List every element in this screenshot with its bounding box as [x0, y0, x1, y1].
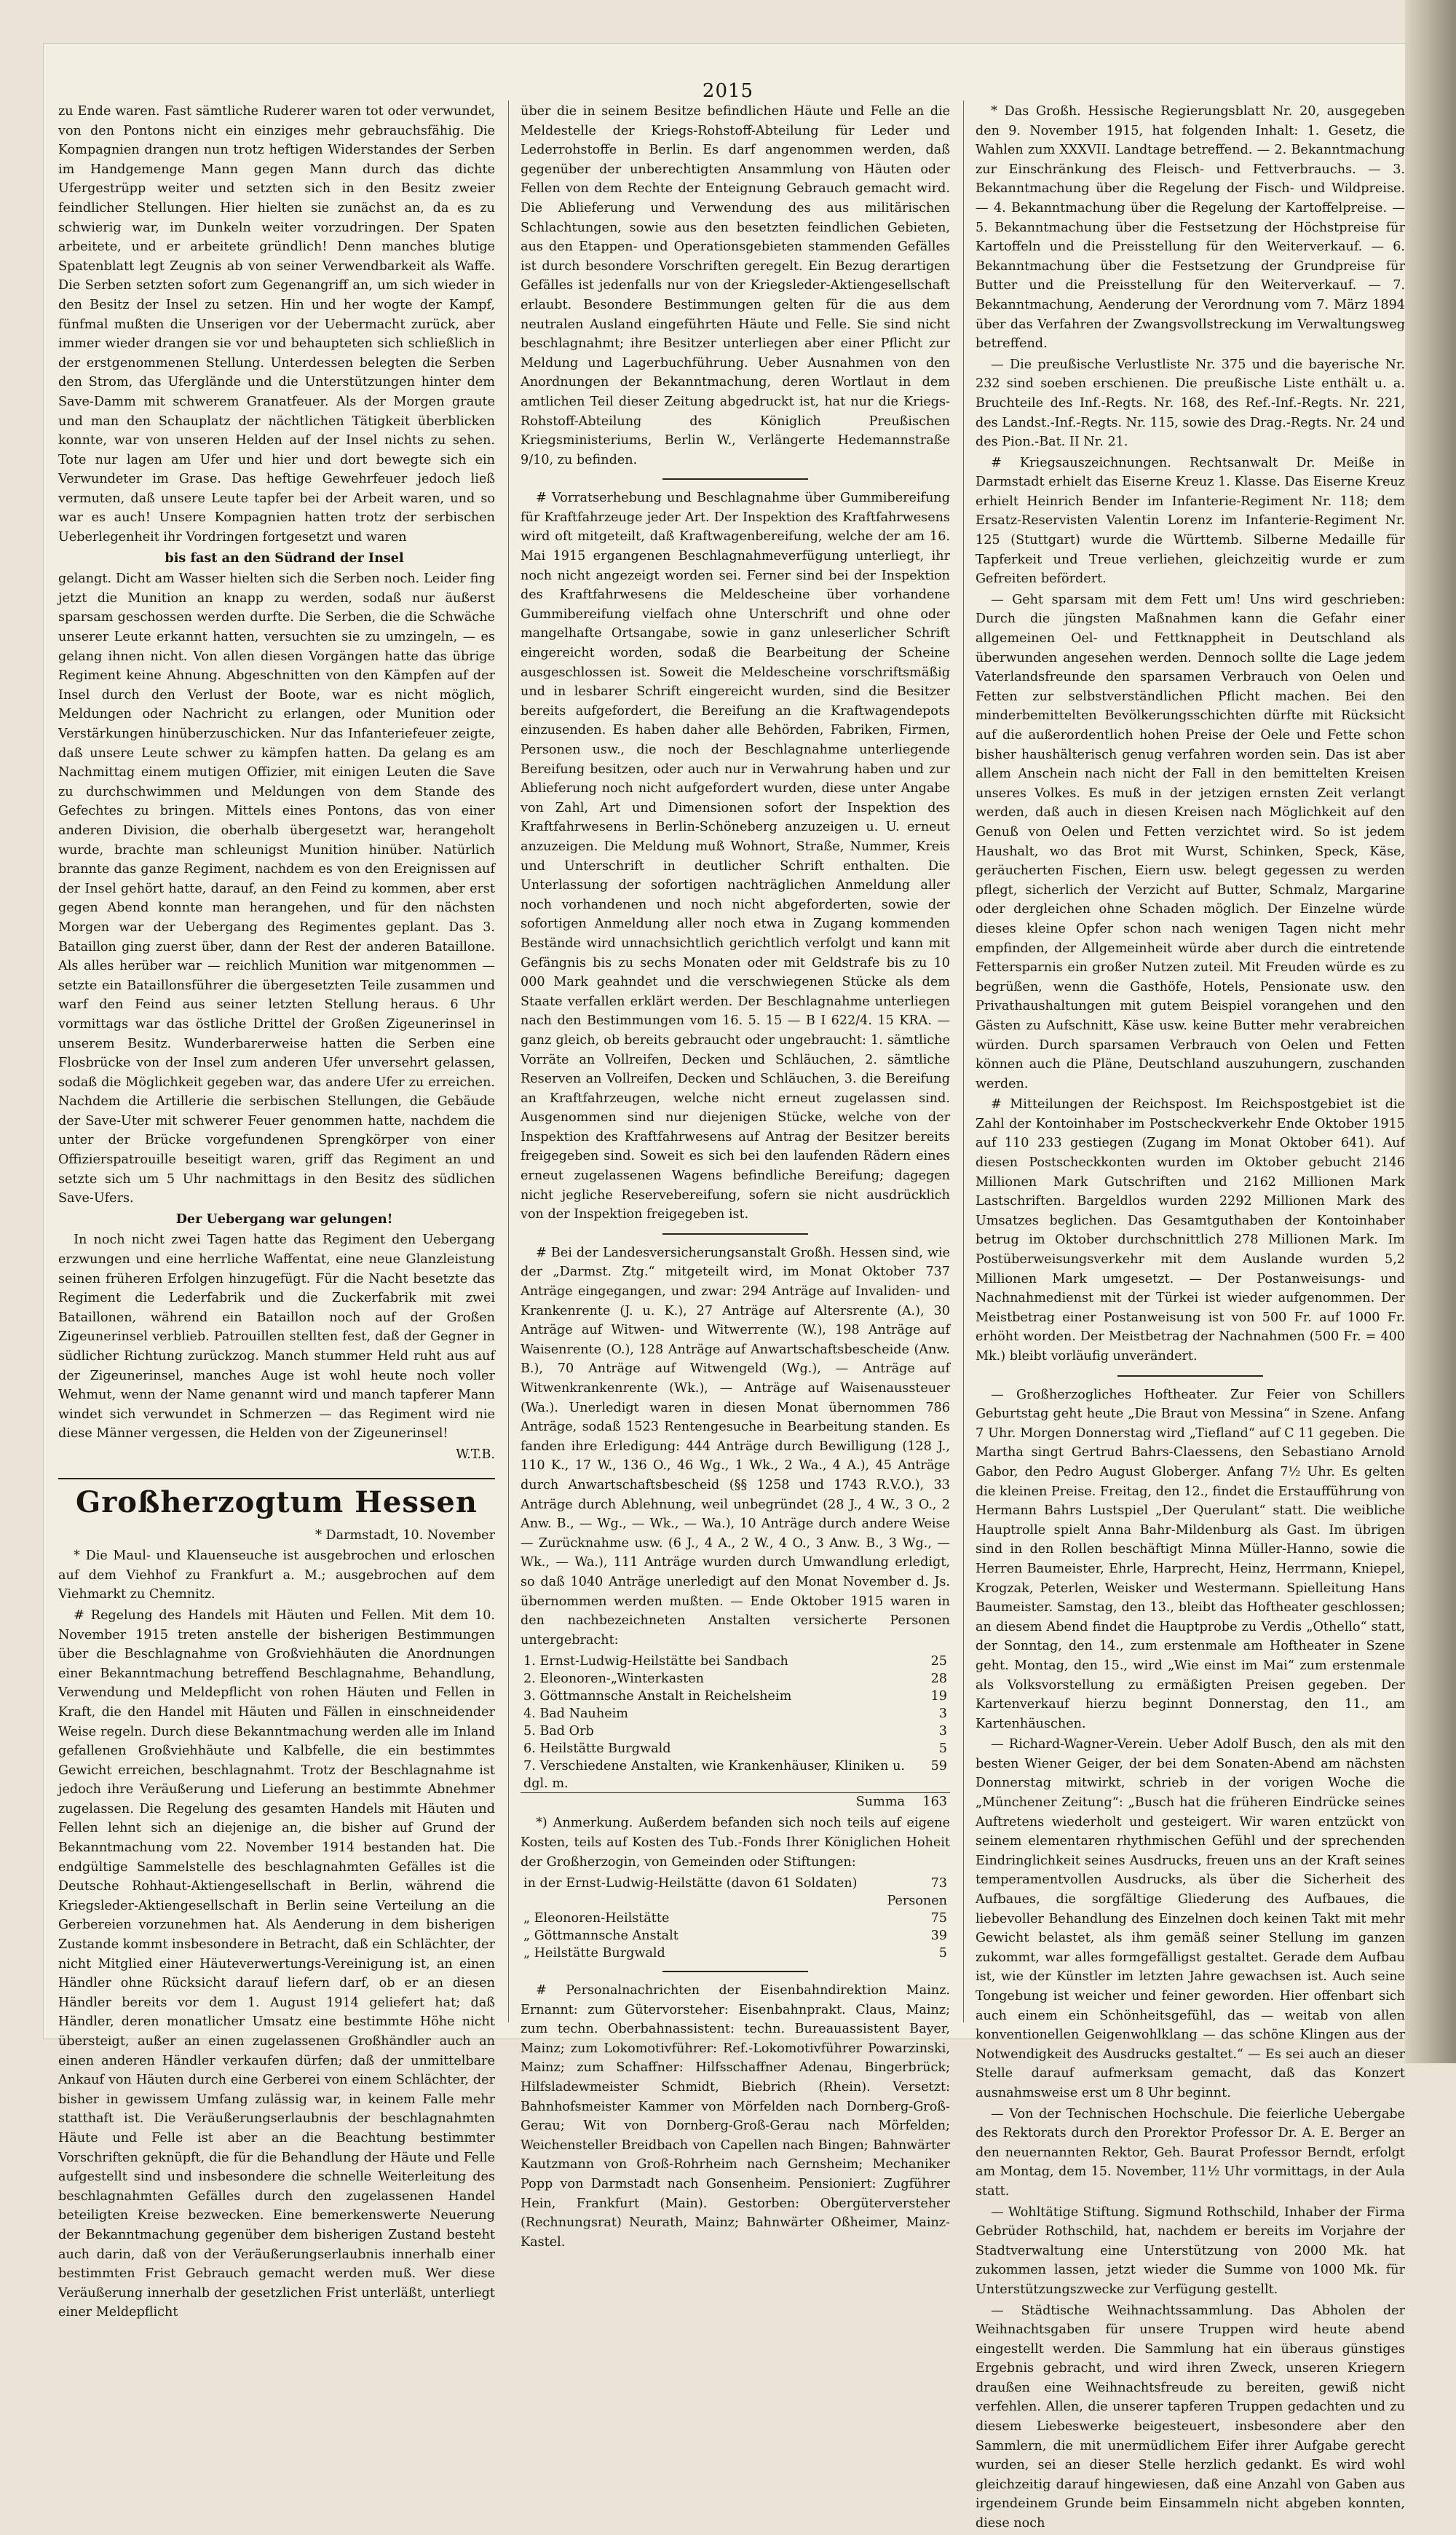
table-cell-value: 28: [930, 1672, 947, 1687]
table-row: [521, 1670, 950, 1688]
news-item: * Das Großh. Hessische Regierungsblatt Nr. 20, ausgegeben den 9. November 1915, hat folgenden Inhalt: 1. Gesetz, die Wahlen zum XXXVII. Landtage betreffend. — 2. Bekanntmachung zur Einschränkung des Fleisch- und Fettverbrauchs. — 3. Bekanntmachung über die Regelung der Fisch- und Wildpreise. — 4. Bekanntmachung über die Regelung der Kartoffelpreise. — 5. Bekanntmachung über die Festsetzung der Höchstpreise für Kartoffeln und die Preisstellung für den Weiterverkauf. — 6. Bekanntmachung über die Festsetzung der Grundpreise für Butter und die Preisstellung für den Weiterverkauf. — 7. Bekanntmachung, Aenderung der Verordnung vom 7. März 1894 über das Verfahren der Zwangsvollstreckung im Verwaltungsweg betreffend.: [976, 104, 1405, 352]
table-cell-label: „ Göttmannsche Anstalt: [523, 1929, 678, 1944]
article-paragraph: über die in seinem Besitze befindlichen Häute und Felle an die Meldestelle der Kriegs-Rohstoff-Abteilung für Leder und Lederrohstoffe in Berlin. Es darf angenommen werden, daß gegenüber der unberechtigten Ansammlung von Häuten oder Fellen von dem Rechte der Enteignung Gebrauch gemacht wird. Die Ablieferung und Verwendung des aus militärischen Schlachtungen, sowie aus den besetzten feindlichen Gebieten, aus den Etappen- und Operationsgebieten stammenden Gefälles ist durch besondere Vorschriften geregelt. Ein Bezug derartigen Gefälles ist jedenfalls nur von der Kriegsleder-Aktiengesellschaft erlaubt. Besondere Bestimmungen gelten für die aus dem neutralen Ausland eingeführten Häute und Felle. Sie sind nicht beschlagnahmt; ihre Besitzer unterliegen aber einer Pflicht zur Meldung und Lagerbuchführung. Ueber Ausnahmen von den Anordnungen der Bekanntmachung, deren Wortlaut in dem amtlichen Teil dieser Zeitung abgedruckt ist, hat nur die Kriegs-Rohstoff-Abteilung des Königlich Preußischen Kriegsministeriums, Berlin W., Verlängerte Hedemannstraße 9/10, zu befinden.: [521, 104, 950, 467]
page-number: 2015: [702, 80, 754, 102]
table-cell-value: 25: [930, 1654, 947, 1669]
table-cell-label: 1. Ernst-Ludwig-Heilstätte bei Sandbach: [523, 1654, 788, 1669]
page-binding-edge: [1405, 0, 1456, 2063]
table-row: [521, 1740, 950, 1757]
table-row: [521, 1927, 950, 1945]
column-middle: [521, 102, 950, 2253]
dateline: * Darmstadt, 10. November: [315, 1527, 495, 1543]
item-separator: [662, 1971, 808, 1972]
institutions-table: [521, 1653, 950, 1811]
table-cell-value: 73 Personen: [887, 1876, 948, 1909]
table-row: [521, 1705, 950, 1723]
news-item: — Geht sparsam mit dem Fett um! Uns wird geschrieben: Durch die jüngsten Maßnahmen kann die Gefahr einer allgemeinen Oel- und Fettknappheit in Deutschland als überwunden angesehen werden. Dennoch sollte die Lage jedem Vaterlandsfreunde den sparsamen Verbrauch von Oelen und Fetten zur selbstverständlichen Pflicht machen. Bei den minderbemittelten Bevölkerungsschichten dürfte mit Rücksicht auf die außerordentlich hohen Preise der Oele und Fette schon bisher haushälterisch genug verfahren worden sein. Das ist aber allem Anschein nach nicht der Fall in den bemittelten Kreisen unseres Volkes. Es muß in der jetzigen ernsten Zeit verlangt werden, daß auch in diesen Kreisen nach Möglichkeit auf den Genuß von Oelen und Fetten verzichtet wird. So ist jedem Haushalt, wo das Brot mit Wurst, Schinken, Speck, Käse, geräucherten Fischen, Eiern usw. belegt gegessen zu werden pflegt, sicherlich der Verzicht auf Butter, Schmalz, Margarine oder dergleichen ohne Schaden möglich. Der Einzelne würde dieses kleine Opfer schon nach wenigen Tagen nicht mehr empfinden, der Allgemeinheit würde aber durch die eintretende Fettersparnis ein großer Nutzen zuteil. Mit Freuden würde es zu begrüßen, wenn die Gasthöfe, Hotels, Pensionate usw. den Privathaushaltungen mit gutem Beispiel vorangehen und den Gästen zu Aufschnitt, Käse usw. keine Butter mehr verabreichen würden. Durch sparsamen Verbrauch von Oelen und Fetten können auch die Pläne, Deutschland auszuhungern, zuschanden werden.: [976, 592, 1405, 1091]
article-subheading: Der Uebergang war gelungen!: [175, 1211, 393, 1227]
table-row: [521, 1875, 950, 1910]
table-row: [521, 1723, 950, 1740]
table-cell-value: 5: [938, 1741, 947, 1757]
article-paragraph: zu Ende waren. Fast sämtliche Ruderer waren tot oder verwundet, von den Pontons nicht ein einziges mehr gebrauchsfähig. Die Kompagnien drangen nun trotz heftigen Widerstandes der Serben im Handgemenge Mann gegen Mann durch das dichte Ufergestrüpp weiter und setzten sich in den Besitz zweier feindlicher Stellungen. Hier hielten sie zunächst an, da es zu schwierig war, im Dunkeln weiter vorzudringen. Der Spaten arbeitete, und er arbeitete gründlich! Denn manches blutige Spatenblatt legt Zeugnis ab von seiner Verwendbarkeit als Waffe. Die Serben setzten sofort zum Gegenangriff an, um sich wieder in den Besitz der Insel zu setzen. Hin und her wogte der Kampf, fünfmal mußten die Unserigen vor der Uebermacht zurück, aber immer wieder drangen sie vor und behaupteten sich schließlich in der erstgenommenen Stellung. Unterdessen belegten die Serben den Strom, das Uferglände und die Unterstützungen hinter dem Save-Damm mit schwerem Granatfeuer. Als der Morgen graute und man den Schauplatz der nächtlichen Tätigkeit überblicken konnte, war von unseren Helden auf der Insel nichts zu sehen. Tote nur lagen am Ufer und hier und dort bewegte sich ein Verwundeter im Grase. Das heftige Gewehrfeuer jedoch ließ vermuten, daß unsere Leute tapfer bei der Arbeit waren, und so war es auch! Unsere Kompagnien hatten trotz der serbischen Ueberlegenheit ihr Vordringen fortgesetzt und waren: [58, 104, 495, 545]
table-row: [521, 1757, 950, 1793]
table-cell-label: 4. Bad Nauheim: [523, 1707, 628, 1722]
table-cell-value: 75: [930, 1911, 947, 1926]
news-item: — Wohltätige Stiftung. Sigmund Rothschild, Inhaber der Firma Gebrüder Rothschild, hat, nachdem er bereits im Vorjahre der Stadtverwaltung eine Unterstützung von 2000 Mk. hat zukommen lassen, jetzt wieder die Summe von 1000 Mk. für Unterstützungszwecke zur Verfügung gestellt.: [976, 2204, 1405, 2297]
table-row: [521, 1653, 950, 1670]
news-item: # Personalnachrichten der Eisenbahndirektion Mainz. Ernannt: zum Gütervorsteher: Eisenbahnprakt. Claus, Mainz; zum techn. Oberbahnassistent: techn. Bureauassistent Bayer, Mainz; zum Lokomotivführer: Ref.-Lokomotivführer Powarzinski, Mainz; zum Schaffner: Hilfsschaffner Adenau, Bingerbrück; Hilfsladewmeister Schmidt, Biebrich (Rhein). Versetzt: Bahnhofsmeister Kammer von Mörfelden nach Dornberg-Groß-Gerau; Wit von Dornberg-Groß-Gerau nach Mörfelden; Weichensteller Breidbach von Capellen nach Bingen; Bahnwärter Kautzmann von Groß-Rohrheim nach Gernsheim; Mechaniker Popp von Darmstadt nach Gonsenheim. Pensioniert: Zugführer Hein, Frankfurt (Main). Gestorben: Obergüterversteher (Rechnungsrat) Neurath, Mainz; Bahnwärter Oßheimer, Mainz-Kastel.: [521, 1983, 950, 2250]
news-item: — Richard-Wagner-Verein. Ueber Adolf Busch, den als mit den besten Wiener Geiger, der bei dem Sonaten-Abend am nächsten Donnerstag mitwirkt, schrieb in der vorigen Woche die „Münchener Zeitung“: „Busch hat die früheren Eindrücke seines Auftretens wiederholt und gesteigert. Wir waren entzückt von seinem elementaren rhythmischen Gefühl und der sprechenden Eindringlichkeit seines Ausdrucks, freuen uns an der Kraft seines temperamentvollen Ausdrucks, als über die Sicherheit des Aufbaues, die sorgfältige Gliederung des Aufbaues, die liebevoller Behandlung des Einzelnen doch keinen Takt mit mehr Gewicht belastet, als ihm gemäß seiner Stellung im ganzen zukommt, war alles formgefälligst gestaltet. Gerade dem Aufbau ist, wie der Künstler im letzten Jahre gewachsen ist. Auch seine Tongebung ist weicher und feiner geworden. Hier offenbart sich auch einem ein Schönheitsgefühl, das — weitab von allen konventionellen Geigenwohlklang — das schöne Klingen aus der Notwendigkeit des Ausdrucks gestaltet.“ — Es sei auch an dieser Stelle darauf aufmerksam gemacht, daß das Konzert ausnahmsweise erst um 8 Uhr beginnt.: [976, 1737, 1405, 2100]
table-cell-label: „ Eleonoren-Heilstätte: [523, 1911, 670, 1926]
news-item: # Regelung des Handels mit Häuten und Fellen. Mit dem 10. November 1915 treten anstelle der bisherigen Bestimmungen über die Beschlagnahme von Großviehhäuten die Anordnungen einer Bekanntmachung betreffend Beschlagnahme, Behandlung, Verwendung und Meldepflicht von rohen Häuten und Fellen in Kraft, die den Handel mit Häuten und Fällen in einschneidender Weise regeln. Durch diese Bekanntmachung werden alle im Inland gefallenen Großviehhäute und Kalbfelle, die ein bestimmtes Gewicht erreichen, beschlagnahmt. Trotz der Beschlagnahme ist jedoch ihre Veräußerung und Lieferung an bestimmte Abnehmer zugelassen. Die Regelung des gesamten Handels mit Häuten und Fellen lehnt sich an diejenige an, die bisher auf Grund der Bekanntmachung vom 22. November 1914 bestanden hat. Die endgültige Sammelstelle des beschlagnahmten Gefälles ist die Deutsche Rohhaut-Aktiengesellschaft in Berlin, während die Kriegsleder-Aktiengesellschaft in Berlin seine Verteilung an die Gerbereien vorzunehmen hat. Als Aenderung in dem bisherigen Zustande kommt insbesondere in Betracht, daß ein Schlächter, der nicht Mitglied einer Häuteverwertungs-Vereinigung ist, an einen Händler ohne Rücksicht darauf liefern darf, ob er an diesen Händler bereits vor dem 1. August 1914 geliefert hat; daß Händler, deren monatlicher Umsatz eine bestimmte Höhe nicht übersteigt, außer an einen zugelassenen Großhändler auch an einen anderen Händler verkaufen dürfen; daß der unmittelbare Ankauf von Häuten durch eine Gerberei von einem Schlächter, der bisher in gewissem Umfang zulässig war, in keinem Falle mehr statthaft ist. Die Veräußerungserlaubnis der beschlagnahmten Häute und Felle ist aber an die Beachtung bestimmter Vorschriften geknüpft, die für die Behandlung der Häute und Felle aufgestellt sind und insbesondere die schnelle Weiterleitung des beschlagnahmten Gefälles durch den zugelassenen Handel beteiligten Kreise bezwecken. Eine bemerkenswerte Neuerung der Bekanntmachung gegenüber dem bisherigen Zustand besteht auch darin, daß von der Veräußerungserlaubnis innerhalb einer bestimmten Frist Gebrauch gemacht werden muß. Wer diese Veräußerung innerhalb der gesetzlichen Frist unterläßt, unterliegt einer Meldepflicht: [58, 1607, 495, 2320]
table-cell-value: 19: [930, 1689, 947, 1704]
table-cell-value: 3: [938, 1707, 947, 1722]
column-right: [976, 102, 1405, 2535]
item-separator: [662, 478, 808, 480]
news-item: # Kriegsauszeichnungen. Rechtsanwalt Dr. Meiße in Darmstadt erhielt das Eiserne Kreuz 1. Klasse. Das Eiserne Kreuz erhielt Heinrich Bender im Infanterie-Regiment Nr. 118; dem Ersatz-Reservisten Valentin Lorenz im Infanterie-Regiment Nr. 125 (Stuttgart) wurde die Württemb. Silberne Medaille für Tapferkeit und Treue verliehen, gleichzeitig wurde er zum Gefreiten befördert.: [976, 455, 1405, 587]
item-separator: [662, 1233, 808, 1235]
item-separator: [1117, 1375, 1263, 1377]
table-sum-label: Summa: [521, 1793, 908, 1811]
table-row: [521, 1688, 950, 1705]
news-item: *) Anmerkung. Außerdem befanden sich noch teils auf eigene Kosten, teils auf Kosten des Tub.-Fonds Ihrer Königlichen Hoheit der Großherzogin, von Gemeinden oder Stiftungen:: [521, 1816, 950, 1870]
news-item: — Großherzogliches Hoftheater. Zur Feier von Schillers Geburtstag geht heute „Die Braut von Messina“ in Szene. Anfang 7 Uhr. Morgen Donnerstag wird „Tiefland“ auf C 11 gegeben. Die Martha singt Gertrud Bahrs-Claessens, den Sebastiano Arnold Gabor, den Pedro August Globerger. Anfang 7½ Uhr. Es gelten die kleinen Preise. Freitag, den 12., findet die Erstaufführung von Hermann Bahrs Lustspiel „Der Querulant“ statt. Die weibliche Hauptrolle spielt Anna Bahr-Mildenburg als Gast. Im übrigen sind in den Rollen beschäftigt Minna Müller-Hanno, sowie die Herren Baumeister, Ehrle, Harprecht, Heinz, Herrmann, Kniepel, Krogzak, Peterlen, Weisker und Westermann. Spielleitung Hans Baumeister. Samstag, den 13., bleibt das Hoftheater geschlossen; an diesem Abend findet die Hauptprobe zu Verdis „Othello“ statt, der Sonntag, den 14., zum erstenmale am Hoftheater in Szene geht. Montag, den 15., wird „Wie einst im Mai“ zum erstenmale als Volksvorstellung zu ermäßigten Preisen gegeben. Der Kartenverkauf hierzu beginnt Donnerstag, den 11., am Kartenhäuschen.: [976, 1387, 1405, 1731]
news-item: * Die Maul- und Klauenseuche ist ausgebrochen und erloschen auf dem Viehhof zu Frankfurt a. M.; ausgebrochen auf dem Viehmarkt zu Chemnitz.: [58, 1549, 495, 1602]
table-cell-label: „ Heilstätte Burgwald: [523, 1946, 665, 1961]
article-paragraph: gelangt. Dicht am Wasser hielten sich die Serben noch. Leider fing jetzt die Munition an knapp zu werden, sodaß nur äußerst sparsam geschossen werden durfte. Die Serben, die die Schwäche unserer Leute erkannt hatten, versuchten sie zu umzingeln, — es gelang ihnen nicht. Von allen diesen Vorgängen hatte das übrige Regiment keine Ahnung. Abgeschnitten von den Kämpfen auf der Insel durch den Verlust der Boote, war es nicht möglich, Meldungen oder Nachricht zu erlangen, oder Munition oder Verstärkungen hinüberzuschicken. Nur das Infanteriefeuer zeigte, daß unsere Leute schwer zu kämpfen hatten. Da gelang es am Nachmittag einem mutigen Offizier, mit einigen Leuten die Save zu durchschwimmen und Meldungen von dem Stande des Gefechtes zu bringen. Mittels eines Pontons, das von einer anderen Division, die oberhalb übergesetzt war, herangeholt wurde, brachte man schleunigst Munition hinüber. Natürlich brannte das ganze Regiment, nachdem es von den Ereignissen auf der Insel gehört hatte, darauf, an den Feind zu kommen, aber erst gegen Abend konnte man herangehen, und für den nächsten Morgen war der Uebergang des Regimentes geplant. Das 3. Bataillon ging zuerst über, dann der Rest der anderen Bataillone. Als alles herüber war — reichlich Munition war mitgenommen — setzte ein Bataillonsführer die übergesetzten Teile zusammen und warf den Feind aus seiner letzten Stellung heraus. 6 Uhr vormittags war das östliche Drittel der Großen Zigeunerinsel in unserem Besitz. Wunderbarerweise hatten die Serben eine Flosbrücke von der Insel zum anderen Ufer unversehrt gelassen, sodaß die Möglichkeit gegeben war, das andere Ufer zu erreichen. Nachdem die Artillerie die serbischen Stellungen, die Gebäude der Save-Uter mit schwerer Feuer genommen hatte, nachdem die unter der Brücke vorgefundenen Sprengkörper von einer Offizierspatrouille beseitigt waren, griff das Regiment an und setzte sich um 5 Uhr nachmittags in den Besitz des südlichen Save-Ufers.: [58, 572, 495, 1206]
section-title: Großherzogtum Hessen: [58, 1478, 495, 1520]
news-item: # Mitteilungen der Reichspost. Im Reichspostgebiet ist die Zahl der Kontoinhaber im Postscheckverkehr Ende Oktober 1915 auf 110 233 gestiegen (Zugang im Monat Oktober 641). Auf diesen Postscheckkonten wurden im Oktober gebucht 2146 Millionen Mark Gutschriften und 2162 Millionen Mark Lastschriften. Bargeldlos wurden 2292 Millionen Mark des Umsatzes beglichen. Das Gesamtguthaben der Kontoinhaber betrug im Oktober durchschnittlich 278 Millionen Mark. Im Postüberweisungsverkehr mit dem Auslande wurden 5,2 Millionen Mark umgesetzt. — Der Postanweisungs- und Nachnahmedienst mit der Türkei ist wieder aufgenommen. Der Meistbetrag einer Postanweisung ist von 500 Fr. auf 1000 Fr. erhöht worden. Der Meistbetrag der Nachnahmen (500 Fr. = 400 Mk.) bleibt vorläufig unverändert.: [976, 1097, 1405, 1364]
news-item: # Vorratserhebung und Beschlagnahme über Gummibereifung für Kraftfahrzeuge jeder Art. Der Inspektion des Kraftfahrwesens wird oft mitgeteilt, daß Kraftwagenbereifung, welche der am 16. Mai 1915 ergangenen Beschlagnahmeverfügung unterliegt, ihr noch nicht angezeigt worden sei. Ferner sind bei der Inspektion des Kraftfahrwesens die Meldescheine über vorhandene Gummibereifung vielfach ohne Unterschrift und ohne oder mangelhafte Ortsangabe, sowie in ganz unleserlicher Schrift eingereicht worden, sodaß die Bearbeitung der Scheine ausgeschlossen ist. Soweit die Meldescheine vorschriftsmäßig und in lesbarer Schrift eingereicht wurden, sind die Besitzer bereits aufgefordert, die Bereifung an die Kraftwagendepots einzusenden. Es haben daher alle Behörden, Fabriken, Firmen, Personen usw., die noch der Beschlagnahme unterliegende Bereifung besitzen, oder auch nur in Verwahrung haben und zur Ablieferung noch nicht aufgefordert wurden, diese unter Angabe von Zahl, Art und Dimensionen sofort der Inspektion des Kraftfahrwesens in Berlin-Schöneberg anzuzeigen u. U. erneut anzuzeigen. Die Meldung muß Wohnort, Straße, Nummer, Kreis und Unterschrift in deutlicher Schrift enthalten. Die Unterlassung der sofortigen nachträglichen Anmeldung aller noch vorhandenen und noch nicht abgeforderten, sowie der sofortigen Anmeldung aller noch etwa in Zugang kommenden Bestände wird unnachsichtlich gerichtlich verfolgt und kann mit Gefängnis bis zu sechs Monaten oder mit Geldstrafe bis zu 10 000 Mark geahndet und die verschwiegenen Stücke als dem Staate verfallen erklärt werden. Der Beschlagnahme unterliegen nach den Bestimmungen vom 16. 5. 15 — B I 622/4. 15 KRA. — ganz gleich, ob bereits gebraucht oder ungebraucht: 1. sämtliche Vorräte an Vollreifen, Decken und Schläuchen, 2. sämtliche Reserven an Vollreifen, Decken und Schläuchen, 3. die Bereifung an Kraftfahrzeugen, welche nicht erneut zugelassen sind. Ausgenommen sind nur diejenigen Stücke, welche von der Inspektion des Kraftfahrwesens auf Antrag der Besitzer bereits freigegeben sind. Soweit es sich bei den laufenden Rädern eines erneut zugelassenen Wagens befindliche Bereifung; dagegen nicht jegliche Reservebereifung, sofern sie nicht ausdrücklich von der Inspektion freigegeben ist.: [521, 491, 950, 1222]
article-subheading: bis fast an den Südrand der Insel: [165, 550, 404, 566]
table-row: [521, 1945, 950, 1962]
table-cell-value: 3: [938, 1724, 947, 1739]
news-item: — Städtische Weihnachtssammlung. Das Abholen der Weihnachtsgaben für unsere Truppen wird heute abend eingestellt werden. Die Sammlung hat ein überaus günstiges Ergebnis gebracht, und wird ihren Zweck, unseren Kriegern draußen eine Weihnachtsfreude zu bereiten, gewiß nicht verfehlen. Allen, die unserer tapferen Truppen gedachten und zu diesem Liebeswerke beigesteuert, insbesondere aber den Sammlern, die mit unermüdlichem Eifer ihrer Aufgabe gerecht wurden, sei an dieser Stelle herzlich gedankt. Es wird wohl gleichzeitig darauf hingewiesen, daß eine Anzahl von Gaben aus irgendeinem Grunde beim Einsammeln nicht abgeben konnten, diese noch: [976, 2303, 1405, 2531]
table-row: [521, 1910, 950, 1927]
table-cell-label: in der Ernst-Ludwig-Heilstätte (davon 61 Soldaten): [523, 1876, 858, 1891]
additional-table: [521, 1875, 950, 1962]
article-signature: W.T.B.: [456, 1447, 495, 1462]
table-cell-label: 5. Bad Orb: [523, 1724, 594, 1739]
column-rule: [508, 100, 509, 2022]
table-cell-label: 6. Heilstätte Burgwald: [523, 1741, 671, 1757]
newspaper-page: [44, 44, 1406, 2531]
column-left: [58, 102, 495, 2324]
table-cell-label: 2. Eleonoren-„Winterkasten: [523, 1672, 704, 1687]
table-sum-value: 163: [908, 1793, 950, 1811]
table-cell-value: 59: [930, 1759, 947, 1774]
table-cell-value: 39: [930, 1929, 947, 1944]
news-item: — Von der Technischen Hochschule. Die feierliche Uebergabe des Rektorats durch den Prorektor Professor Dr. A. E. Berger an den neuernannten Rektor, Geh. Baurat Professor Berndt, erfolgt am Montag, dem 15. November, 11½ Uhr vormittags, in der Aula statt.: [976, 2106, 1405, 2199]
table-cell-label: 7. Verschiedene Anstalten, wie Krankenhäuser, Kliniken u. dgl. m.: [523, 1759, 905, 1792]
table-cell-label: 3. Göttmannsche Anstalt in Reichelsheim: [523, 1689, 792, 1704]
news-item: — Die preußische Verlustliste Nr. 375 und die bayerische Nr. 232 sind soeben erschienen. Die preußische Liste enthält u. a. Bruchteile des Inf.-Regts. Nr. 168, des Ref.-Inf.-Regts. Nr. 221, des Landst.-Inf.-Regts. Nr. 115, sowie des Drag.-Regts. Nr. 24 und des Pion.-Bat. II Nr. 21.: [976, 357, 1406, 450]
column-rule: [963, 100, 964, 2022]
article-paragraph: In noch nicht zwei Tagen hatte das Regiment den Uebergang erzwungen und eine herrliche Waffentat, eine neue Glanzleistung seinen früheren Erfolgen hinzugefügt. Für die Nacht besetzte das Regiment die Lederfabrik und die Zuckerfabrik mit zwei Bataillonen, während ein Bataillon noch auf der Großen Zigeunerinsel verblieb. Patrouillen stellten fest, daß der Gegner in südlicher Richtung zurückzog. Manch stummer Held ruht aus auf der Zigeunerinsel, manches Auge ist wohl heute noch voller Wehmut, wenn der Name genannt wird und manch tapferer Mann windet sich verwundet in Schmerzen — das Regiment wird nie diese Männer vergessen, die Helden von der Zigeunerinsel!: [58, 1233, 495, 1441]
table-cell-value: 5: [938, 1946, 947, 1961]
news-item: # Bei der Landesversicherungsanstalt Großh. Hessen sind, wie der „Darmst. Ztg.“ mitgeteilt wird, im Monat Oktober 737 Anträge eingegangen, und zwar: 294 Anträge auf Invaliden- und Krankenrente (J. u. K.), 27 Anträge auf Altersrente (A.), 30 Anträge auf Witwen- und Witwerrente (W.), 198 Anträge auf Waisenrente (O.), 128 Anträge auf Anwartschaftsbescheide (Anw. B.), 70 Anträge auf Witwengeld (Wg.), — Anträge auf Witwenkrankenrente (Wk.), — Anträge auf Waisenaussteuer (Wa.). Unerledigt waren in diesen Monat übernommen 786 Anträge, sodaß 1523 Rentengesuche in Bearbeitung standen. Es fanden ihre Erledigung: 444 Anträge durch Bewilligung (128 J., 110 K., 17 W., 136 O., 46 Wg., 1 Wk., 2 Wa., 4 A.), 45 Anträge durch Anwartschaftsbescheid (§§ 1258 und 1743 R.V.O.), 33 Anträge durch Ablehnung, weil unbegründet (28 J., 4 W., 3 O., 2 Anw. B., — Wg., — Wk., — Wa.), 10 Anträge durch andere Weise — Zurücknahme usw. (6 J., 4 A., 2 W., 4 O., 3 Anw. B., 3 Wg., — Wk., — Wa.), 111 Anträge wurden durch Umwandlung erledigt, so daß 1040 Anträge unerledigt auf den Monat November d. Js. übernommen werden mußten. — Ende Oktober 1915 waren in den nachbezeichneten Anstalten versicherte Personen untergebracht:: [521, 1245, 950, 1648]
